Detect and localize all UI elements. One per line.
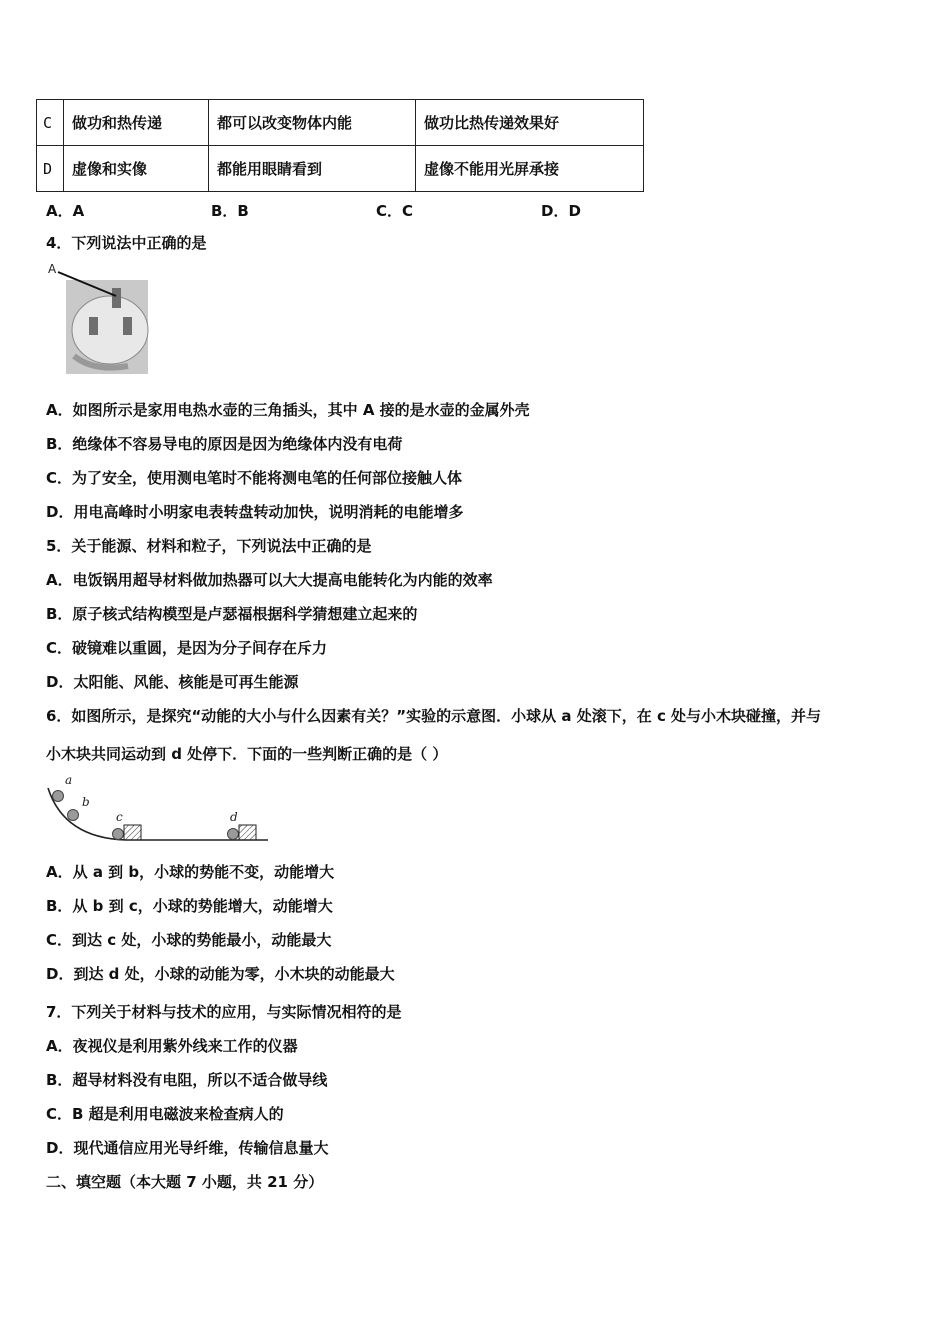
plug-body <box>72 296 148 364</box>
q5-option-a: A．电饭锅用超导材料做加热器可以大大提高电能转化为内能的效率 <box>46 571 493 589</box>
plug-figure <box>44 260 154 380</box>
row-label: C <box>37 100 64 146</box>
q6-option-a: A．从 a 到 b，小球的势能不变，动能增大 <box>46 863 335 881</box>
q7-stem: 7．下列关于材料与技术的应用，与实际情况相符的是 <box>46 1003 402 1021</box>
ball-d <box>228 829 239 840</box>
q3-option-d: D．D <box>541 202 581 220</box>
q4-option-a: A．如图所示是家用电热水壶的三角插头，其中 A 接的是水壶的金属外壳 <box>46 401 530 419</box>
row-item: 虚像和实像 <box>64 146 209 192</box>
q6-stem-line1: 6．如图所示，是探究“动能的大小与什么因素有关？”实验的示意图．小球从 a 处滚下，在 c 处与小木块碰撞，并与 <box>46 707 822 725</box>
neutral-pin <box>123 317 132 335</box>
label-d: d <box>230 810 238 824</box>
label-c: c <box>116 810 123 824</box>
ball-a <box>53 791 64 802</box>
row-diff: 虚像不能用光屏承接 <box>416 146 644 192</box>
q6-stem-line2: 小木块共同运动到 d 处停下．下面的一些判断正确的是（ ） <box>46 745 448 763</box>
q5-option-c: C．破镜难以重圆，是因为分子间存在斥力 <box>46 639 328 657</box>
ramp-figure <box>40 772 275 847</box>
q4-option-c: C．为了安全，使用测电笔时不能将测电笔的任何部位接触人体 <box>46 469 463 487</box>
label-b: b <box>82 795 90 809</box>
q4-option-d: D．用电高峰时小明家电表转盘转动加快，说明消耗的电能增多 <box>46 503 464 521</box>
q4-stem: 4．下列说法中正确的是 <box>46 234 207 252</box>
plug-label-a: A <box>48 262 57 276</box>
q5-option-b: B．原子核式结构模型是卢瑟福根据科学猜想建立起来的 <box>46 605 418 623</box>
q5-stem: 5．关于能源、材料和粒子，下列说法中正确的是 <box>46 537 372 555</box>
q3-option-c: C．C <box>376 202 414 220</box>
table-row <box>37 100 644 146</box>
wood-block-c <box>124 825 141 840</box>
section-title: 二、填空题（本大题 7 小题，共 21 分） <box>46 1173 324 1191</box>
live-pin <box>89 317 98 335</box>
wood-block-d <box>239 825 256 840</box>
q5-option-d: D．太阳能、风能、核能是可再生能源 <box>46 673 299 691</box>
q6-option-d: D．到达 d 处，小球的动能为零，小木块的动能最大 <box>46 965 395 983</box>
ball-b <box>68 810 79 821</box>
q3-option-b: B．B <box>211 202 249 220</box>
q7-option-b: B．超导材料没有电阻，所以不适合做导线 <box>46 1071 328 1089</box>
ball-c <box>113 829 124 840</box>
q6-option-c: C．到达 c 处，小球的势能最小，动能最大 <box>46 931 332 949</box>
q7-option-a: A．夜视仪是利用紫外线来工作的仪器 <box>46 1037 298 1055</box>
row-item: 做功和热传递 <box>64 100 209 146</box>
q3-option-a: A．A <box>46 202 85 220</box>
comparison-table <box>36 99 644 192</box>
label-a: a <box>65 773 73 787</box>
row-same: 都能用眼睛看到 <box>209 146 416 192</box>
row-same: 都可以改变物体内能 <box>209 100 416 146</box>
q6-option-b: B．从 b 到 c，小球的势能增大，动能增大 <box>46 897 333 915</box>
q7-option-d: D．现代通信应用光导纤维，传输信息量大 <box>46 1139 329 1157</box>
q7-option-c: C．B 超是利用电磁波来检查病人的 <box>46 1105 284 1123</box>
table-row <box>37 146 644 192</box>
q4-option-b: B．绝缘体不容易导电的原因是因为绝缘体内没有电荷 <box>46 435 403 453</box>
row-diff: 做功比热传递效果好 <box>416 100 644 146</box>
row-label: D <box>37 146 64 192</box>
earth-pin <box>112 288 121 308</box>
